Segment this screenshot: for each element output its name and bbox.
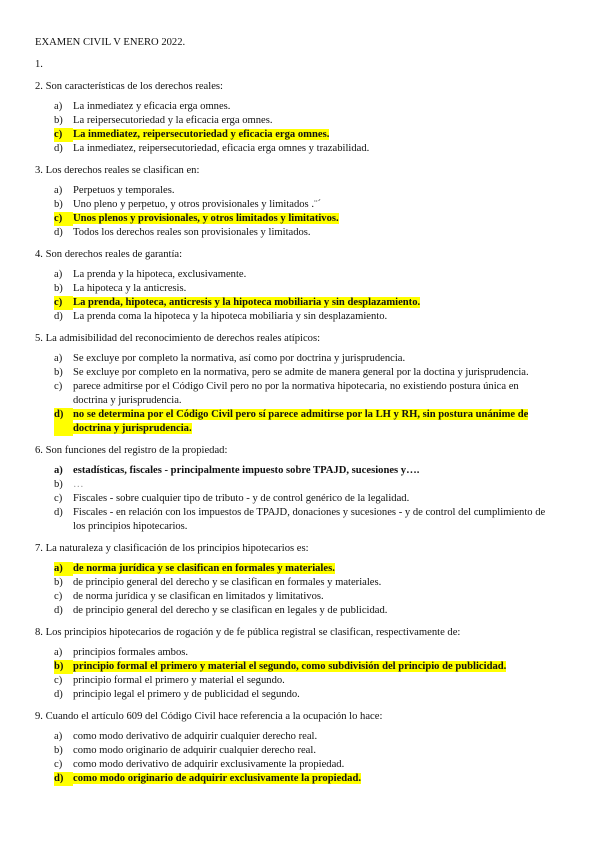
option-label: d)	[54, 311, 63, 322]
option-label: c)	[54, 296, 73, 310]
option-text: La inmediatez y eficacia erga omnes.	[73, 101, 231, 112]
option-label: b)	[54, 367, 63, 378]
question-block	[35, 710, 560, 786]
option-text: La reipersecutoriedad y la eficacia erga omnes.	[73, 115, 273, 126]
option-text: principio formal el primero y material el segundo, como subdivisión del principio de publicidad.	[73, 661, 507, 672]
question-list	[35, 58, 560, 786]
option-text: La inmediatez, reipersecutoriedad, eficacia erga omnes y trazabilidad.	[73, 143, 370, 154]
question-text: 1.	[35, 59, 43, 70]
answer-option	[54, 226, 560, 240]
option-text: La inmediatez, reipersecutoriedad y eficacia erga omnes.	[73, 129, 330, 140]
option-text: de norma jurídica y se clasifican en formales y materiales.	[73, 563, 335, 574]
option-label: d)	[54, 689, 63, 700]
option-label: c)	[54, 381, 63, 392]
option-label: b)	[54, 479, 63, 490]
option-label: a)	[54, 269, 63, 280]
answer-option	[54, 184, 560, 198]
answer-option	[54, 506, 560, 534]
option-label: c)	[54, 212, 73, 226]
option-text: Todos los derechos reales son provisionales y limitados.	[73, 227, 311, 238]
question-text: 2. Son características de los derechos reales:	[35, 81, 223, 92]
answer-option	[54, 366, 560, 380]
answer-option	[54, 730, 560, 744]
option-label: a)	[54, 185, 63, 196]
answer-option	[54, 464, 560, 478]
option-text: La hipoteca y la anticresis.	[73, 283, 187, 294]
option-text: La prenda y la hipoteca, exclusivamente.	[73, 269, 247, 280]
question-block	[35, 542, 560, 618]
option-label: a)	[54, 647, 63, 658]
option-text: como modo originario de adquirir exclusivamente la propiedad.	[73, 773, 361, 784]
answer-options	[35, 730, 560, 786]
option-label: b)	[54, 115, 63, 126]
answer-option	[54, 758, 560, 772]
question-text: 4. Son derechos reales de garantía:	[35, 249, 183, 260]
option-label: a)	[54, 731, 63, 742]
option-label: b)	[54, 283, 63, 294]
option-text: Fiscales - sobre cualquier tipo de tributo - y de control genérico de la legalidad.	[73, 493, 410, 504]
answer-option-correct	[54, 660, 560, 674]
option-label: c)	[54, 128, 73, 142]
question-text: 9. Cuando el artículo 609 del Código Civil hace referencia a la ocupación lo hace:	[35, 711, 383, 722]
exam-title: EXAMEN CIVIL V ENERO 2022.	[35, 37, 186, 48]
option-text: como modo originario de adquirir cualquier derecho real.	[73, 745, 316, 756]
answer-option-correct	[54, 772, 560, 786]
option-text: no se determina por el Código Civil pero sí parece admitirse por la LH y RH, sin postura unánime de doctrina y jurisprudencia.	[73, 409, 529, 434]
option-label: a)	[54, 465, 63, 476]
option-text: Fiscales - en relación con los impuestos de TPAJD, donaciones y sucesiones - y de control del cumplimiento de los principios hipotecarios.	[73, 507, 546, 532]
option-text: principios formales ambos.	[73, 647, 189, 658]
question-text: 3. Los derechos reales se clasifican en:	[35, 165, 200, 176]
option-label: a)	[54, 353, 63, 364]
option-label: c)	[54, 493, 63, 504]
option-text: …	[73, 479, 84, 490]
answer-options	[35, 646, 560, 702]
answer-option	[54, 380, 560, 408]
option-label: c)	[54, 675, 63, 686]
option-label: c)	[54, 591, 63, 602]
answer-option	[54, 478, 560, 492]
question-block	[35, 164, 560, 240]
answer-option	[54, 688, 560, 702]
option-text: de norma jurídica y se clasifican en limitados y limitativos.	[73, 591, 324, 602]
option-text: como modo derivativo de adquirir cualquier derecho real.	[73, 731, 318, 742]
question-block	[35, 80, 560, 156]
option-text: Perpetuos y temporales.	[73, 185, 175, 196]
answer-options	[35, 268, 560, 324]
option-label: b)	[54, 199, 63, 210]
answer-option	[54, 268, 560, 282]
option-text: Uno pleno y perpetuo, y otros provisionales y limitados .¨´	[73, 199, 322, 210]
answer-option	[54, 352, 560, 366]
answer-option	[54, 100, 560, 114]
question-text: 8. Los principios hipotecarios de rogación y de fe pública registral se clasifican, respectivamente de:	[35, 627, 461, 638]
answer-option-correct	[54, 408, 560, 436]
answer-option	[54, 142, 560, 156]
option-label: d)	[54, 507, 63, 518]
option-text: Unos plenos y provisionales, y otros limitados y limitativos.	[73, 213, 339, 224]
option-text: Se excluye por completo la normativa, así como por doctrina y jurisprudencia.	[73, 353, 406, 364]
question-block	[35, 626, 560, 702]
answer-option	[54, 310, 560, 324]
option-label: d)	[54, 408, 73, 436]
answer-options	[35, 184, 560, 240]
option-label: d)	[54, 143, 63, 154]
answer-options	[35, 464, 560, 534]
answer-option	[54, 114, 560, 128]
option-label: b)	[54, 745, 63, 756]
question-text: 6. Son funciones del registro de la propiedad:	[35, 445, 228, 456]
answer-option	[54, 646, 560, 660]
answer-option-correct	[54, 296, 560, 310]
question-block	[35, 332, 560, 436]
question-text: 5. La admisibilidad del reconocimiento de derechos reales atípicos:	[35, 333, 321, 344]
option-text: principio legal el primero y de publicidad el segundo.	[73, 689, 300, 700]
question-block	[35, 444, 560, 534]
answer-option	[54, 282, 560, 296]
option-text: estadísticas, fiscales - principalmente impuesto sobre TPAJD, sucesiones y….	[73, 465, 420, 476]
answer-option-correct	[54, 128, 560, 142]
option-label: a)	[54, 562, 73, 576]
option-text: parece admitirse por el Código Civil pero no por la normativa hipotecaria, no existiendo postura única en doctrina y jurisprudencia.	[73, 381, 519, 406]
answer-option	[54, 198, 560, 212]
answer-option	[54, 576, 560, 590]
option-text: principio formal el primero y material el segundo.	[73, 675, 285, 686]
option-text: Se excluye por completo en la normativa, pero se admite de manera general por la doctina y jurisprudencia.	[73, 367, 529, 378]
answer-option-correct	[54, 562, 560, 576]
question-text: 7. La naturaleza y clasificación de los principios hipotecarios es:	[35, 543, 309, 554]
option-text: como modo derivativo de adquirir exclusivamente la propiedad.	[73, 759, 345, 770]
answer-option	[54, 590, 560, 604]
option-text: La prenda, hipoteca, anticresis y la hipoteca mobiliaria y sin desplazamiento.	[73, 297, 421, 308]
answer-options	[35, 562, 560, 618]
option-label: c)	[54, 759, 63, 770]
option-text: La prenda coma la hipoteca y la hipoteca mobiliaria y sin desplazamiento.	[73, 311, 388, 322]
option-label: a)	[54, 101, 63, 112]
option-label: b)	[54, 660, 73, 674]
answer-option	[54, 604, 560, 618]
answer-options	[35, 100, 560, 156]
answer-option	[54, 744, 560, 758]
answer-options	[35, 352, 560, 436]
option-text: de principio general del derecho y se clasifican en formales y materiales.	[73, 577, 382, 588]
answer-option	[54, 674, 560, 688]
option-label: b)	[54, 577, 63, 588]
question-block	[35, 58, 560, 72]
answer-option-correct	[54, 212, 560, 226]
option-label: d)	[54, 605, 63, 616]
answer-option	[54, 492, 560, 506]
option-label: d)	[54, 772, 73, 786]
option-label: d)	[54, 227, 63, 238]
question-block	[35, 248, 560, 324]
option-text: de principio general del derecho y se clasifican en legales y de publicidad.	[73, 605, 388, 616]
